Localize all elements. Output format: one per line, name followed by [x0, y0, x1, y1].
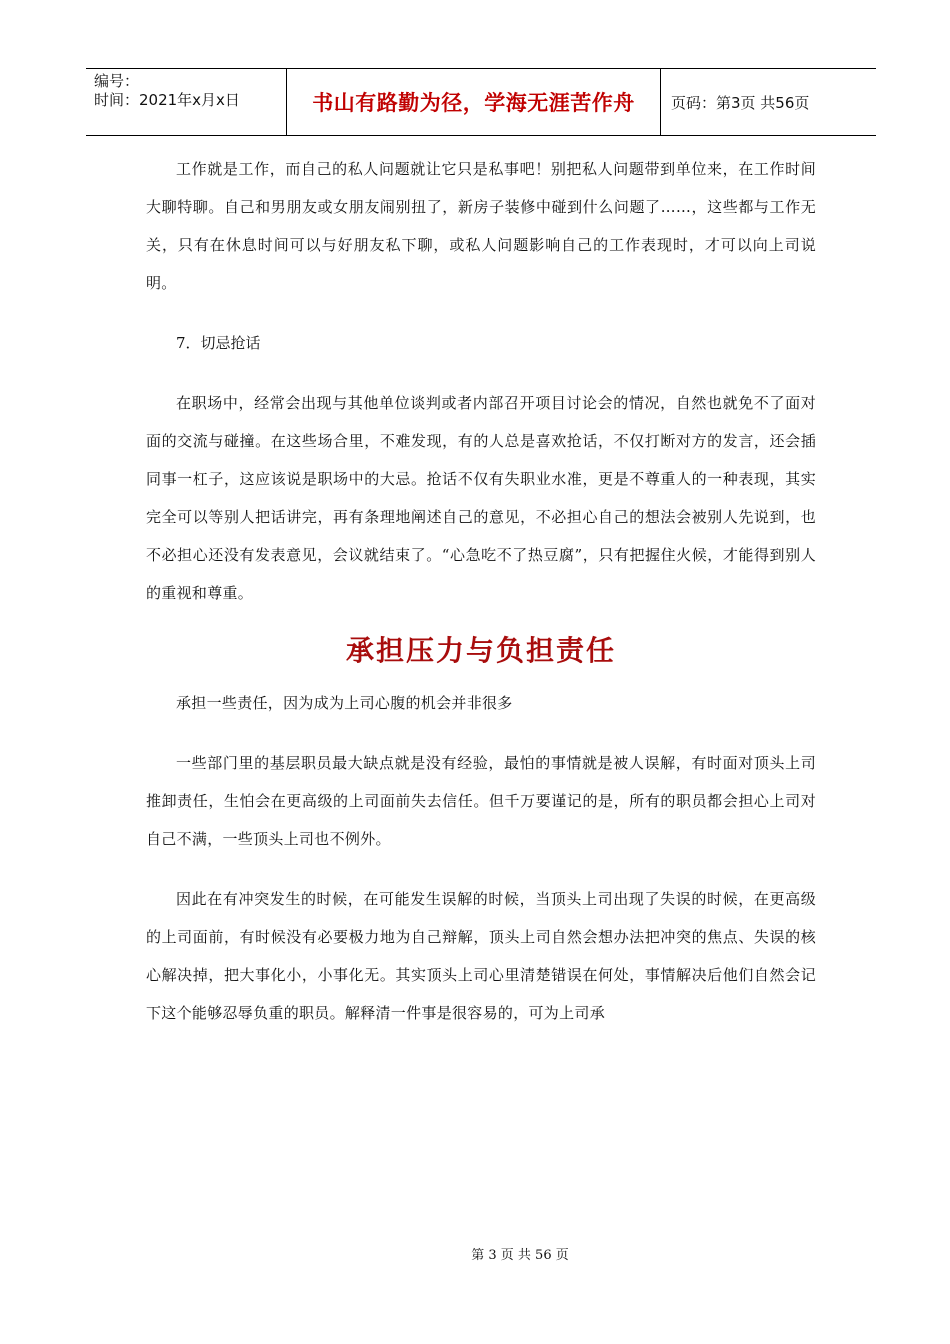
- header-meta: [86, 69, 287, 135]
- header-page-info: 页码：第3页 共56页: [671, 93, 810, 112]
- page-header: [86, 68, 876, 136]
- number-label: 编号：: [94, 72, 140, 90]
- spacer: [146, 722, 816, 744]
- spacer: [146, 302, 816, 324]
- page-footer: 第 3 页 共 56 页: [471, 1248, 569, 1263]
- spacer: [146, 858, 816, 880]
- spacer: [146, 362, 816, 384]
- header-motto: 书山有路勤为径，学海无涯苦作舟: [287, 69, 661, 135]
- spacer: [146, 676, 816, 684]
- paragraph-conflict: 因此在有冲突发生的时候，在可能发生误解的时候，当顶头上司出现了失误的时候，在更高级的上司面前，有时候没有必要极力地为自己辩解，顶头上司自然会想办法把冲突的焦点、失误的核心解决掉，把大事化小，小事化无。其实顶头上司心里清楚错误在何处，事情解决后他们自然会记下这个能够忍辱负重的职员。解释清一件事是很容易的，可为上司承: [146, 890, 816, 1022]
- paragraph-private-issues: 工作就是工作，而自己的私人问题就让它只是私事吧！别把私人问题带到单位来，在工作时间大聊特聊。自己和男朋友或女朋友闹别扭了，新房子装修中碰到什么问题了……，这些都与工作无关，只有在休息时间可以与好朋友私下聊，或私人问题影响自己的工作表现时，才可以向上司说明。: [146, 160, 816, 292]
- paragraph-responsibility-intro: 承担一些责任，因为成为上司心腹的机会并非很多: [176, 694, 513, 712]
- time-label: 时间：2021年x月x日: [94, 91, 240, 109]
- paragraph-junior-staff: 一些部门里的基层职员最大缺点就是没有经验，最怕的事情就是被人误解，有时面对顶头上司推卸责任，生怕会在更高级的上司面前失去信任。但千万要谨记的是，所有的职员都会担心上司对自己不满，一些顶头上司也不例外。: [146, 754, 816, 848]
- paragraph-interrupting: 在职场中，经常会出现与其他单位谈判或者内部召开项目讨论会的情况，自然也就免不了面对面的交流与碰撞。在这些场合里，不难发现，有的人总是喜欢抢话，不仅打断对方的发言，还会插同事一杠子，这应该说是职场中的大忌。抢话不仅有失职业水准，更是不尊重人的一种表现，其实完全可以等别人把话讲完，再有条理地阐述自己的意见，不必担心自己的想法会被别人先说到，也不必担心还没有发表意见，会议就结束了。“心急吃不了热豆腐”，只有把握住火候，才能得到别人的重视和尊重。: [146, 394, 816, 602]
- subheading-no-interrupting: 7．切忌抢话: [176, 334, 261, 352]
- section-title: 承担压力与负担责任: [345, 634, 616, 667]
- spacer: [146, 612, 816, 626]
- document-body: [146, 150, 816, 1032]
